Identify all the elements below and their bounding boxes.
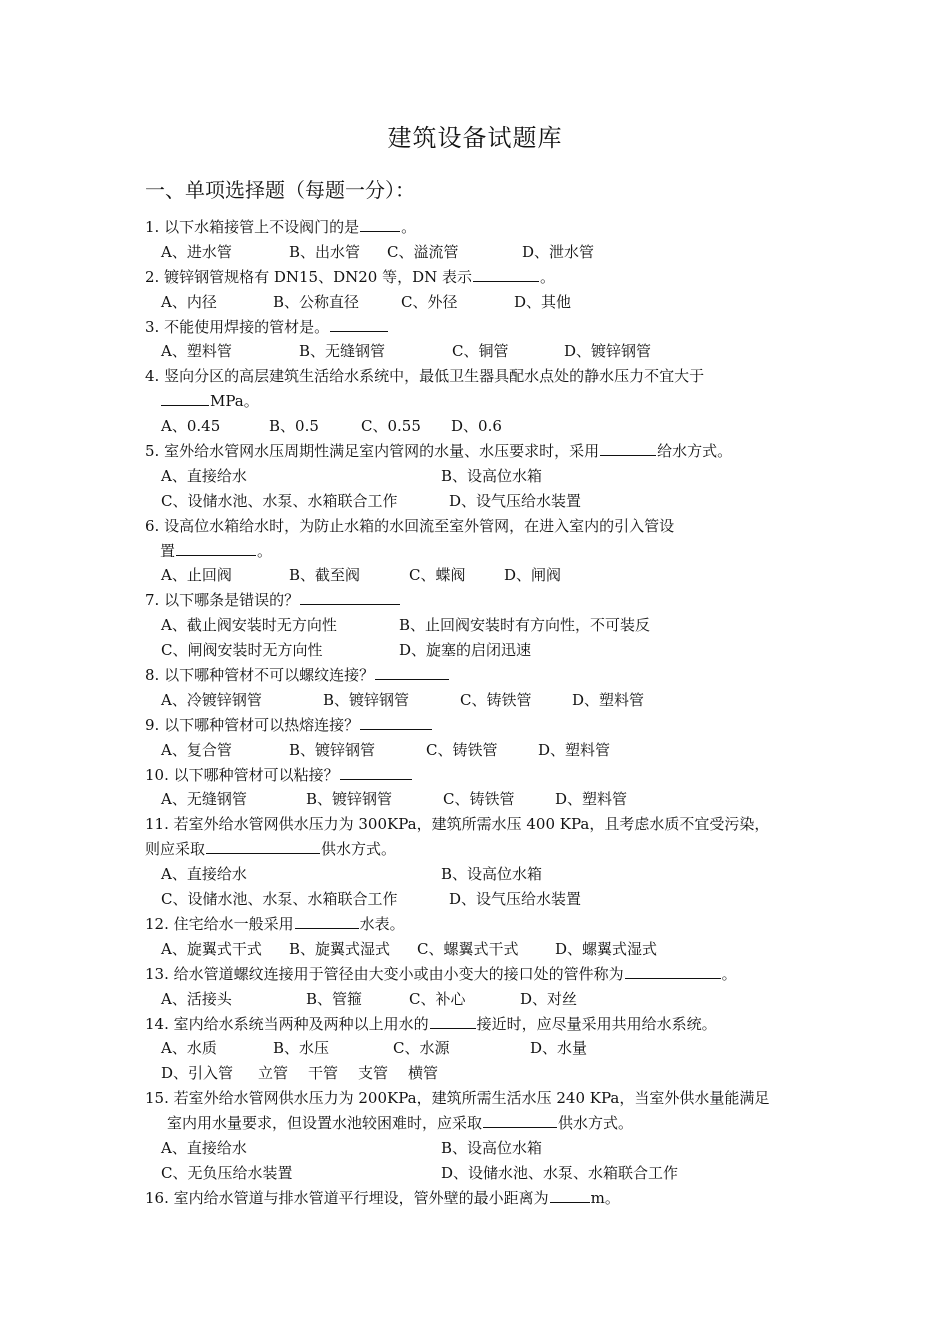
answer-blank bbox=[176, 540, 256, 556]
question-14: 14. 室内给水系统当两种及两种以上用水的 接近时，应尽量采用共用给水系统。 bbox=[145, 1014, 717, 1033]
option-d: D、塑料管 bbox=[572, 690, 645, 709]
section-heading: 一、单项选择题（每题一分）： bbox=[145, 178, 415, 202]
option-a: A、无缝钢管 bbox=[161, 790, 247, 809]
option-d: D、设气压给水装置 bbox=[449, 890, 582, 909]
question-13: 13. 给水管道螺纹连接用于管径由大变小或由小变大的接口处的管件称为 。 bbox=[145, 964, 737, 983]
option-b: B、镀锌钢管 bbox=[289, 740, 376, 759]
option-c: C、设储水池、水泵、水箱联合工作 bbox=[161, 491, 398, 510]
option-d: D、泄水管 bbox=[522, 242, 595, 261]
options-11b bbox=[145, 887, 815, 912]
option-a: A、复合管 bbox=[161, 740, 232, 759]
option-c: C、无负压给水装置 bbox=[161, 1163, 293, 1182]
answer-blank bbox=[375, 664, 449, 680]
question-2: 2. 镀锌钢管规格有 DN15、DN20 等，DN 表示 。 bbox=[145, 267, 556, 286]
question-list bbox=[145, 215, 815, 1211]
option-b: B、设高位水箱 bbox=[441, 1138, 543, 1157]
option-d: D、旋塞的启闭迅速 bbox=[399, 641, 532, 660]
answer-blank bbox=[161, 390, 209, 406]
option-c: C、外径 bbox=[401, 292, 458, 311]
answer-blank bbox=[360, 216, 400, 232]
option-a: A、进水管 bbox=[161, 242, 232, 261]
option-c: C、铸铁管 bbox=[460, 690, 532, 709]
option-c: C、溢流管 bbox=[387, 242, 459, 261]
option-d: D、其他 bbox=[514, 292, 572, 311]
question-16: 16. 室内给水管道与排水管道平行埋设，管外壁的最小距离为 m。 bbox=[145, 1188, 620, 1207]
option-c: C、水源 bbox=[393, 1039, 450, 1058]
answer-blank bbox=[473, 266, 539, 282]
question-11: 11. 若室外给水管网供水压力为 300KPa，建筑所需水压 400 KPa，且考虑水质不宜受污染， bbox=[145, 815, 770, 834]
document-title: 建筑设备试题库 bbox=[387, 124, 563, 152]
question-6: 6. 设高位水箱给水时，为防止水箱的水回流至室外管网，在进入室内的引入管设 bbox=[145, 516, 675, 535]
question-4: 4. 竖向分区的高层建筑生活给水系统中，最低卫生器具配水点处的静水压力不宜大于 bbox=[145, 367, 705, 386]
option-d-item: 立管 bbox=[258, 1064, 289, 1083]
options-13 bbox=[145, 987, 815, 1012]
question-8: 8. 以下哪种管材不可以螺纹连接？ bbox=[145, 663, 815, 688]
options-3 bbox=[145, 339, 815, 364]
question-15: 15. 若室外给水管网供水压力为 200KPa，建筑所需生活水压 240 KPa，当室外供水量能满足 bbox=[145, 1089, 770, 1108]
option-b: B、公称直径 bbox=[273, 292, 360, 311]
answer-blank bbox=[600, 440, 656, 456]
answer-blank bbox=[206, 838, 320, 854]
answer-blank bbox=[295, 913, 359, 929]
option-c: C、蝶阀 bbox=[409, 566, 466, 585]
option-d-item: 支管 bbox=[358, 1064, 389, 1083]
option-d: D、对丝 bbox=[520, 989, 578, 1008]
question-6-continued: 置 。 bbox=[160, 541, 273, 560]
option-a: A、塑料管 bbox=[161, 342, 232, 361]
option-b: B、出水管 bbox=[289, 242, 361, 261]
answer-blank bbox=[330, 316, 388, 332]
option-b: B、设高位水箱 bbox=[441, 466, 543, 485]
option-d: D、水量 bbox=[530, 1039, 588, 1058]
option-b: B、截至阀 bbox=[289, 566, 361, 585]
answer-blank bbox=[430, 1013, 476, 1029]
option-a: A、直接给水 bbox=[161, 865, 247, 884]
options-5a bbox=[145, 464, 815, 489]
option-d: D、设储水池、水泵、水箱联合工作 bbox=[441, 1163, 679, 1182]
question-10: 10. 以下哪种管材可以粘接？ bbox=[145, 763, 815, 788]
option-a: A、水质 bbox=[161, 1039, 217, 1058]
answer-blank bbox=[483, 1112, 557, 1128]
option-a: A、冷镀锌钢管 bbox=[161, 690, 262, 709]
options-8 bbox=[145, 688, 815, 713]
option-d: D、塑料管 bbox=[555, 790, 628, 809]
answer-blank bbox=[360, 714, 432, 730]
option-b: B、无缝钢管 bbox=[299, 342, 386, 361]
option-b: B、镀锌钢管 bbox=[306, 790, 393, 809]
option-b: B、旋翼式湿式 bbox=[289, 939, 391, 958]
option-d: D、闸阀 bbox=[504, 566, 562, 585]
option-b: B、止回阀安装时有方向性，不可装反 bbox=[399, 616, 651, 635]
question-1: 1. 以下水箱接管上不设阀门的是 。 bbox=[145, 218, 417, 236]
options-4 bbox=[145, 414, 815, 439]
option-b: B、水压 bbox=[273, 1039, 330, 1058]
option-a: A、内径 bbox=[161, 292, 217, 311]
answer-blank bbox=[340, 764, 412, 780]
option-d-item: 干管 bbox=[308, 1064, 339, 1083]
option-c: C、补心 bbox=[409, 989, 466, 1008]
options-2 bbox=[145, 290, 815, 315]
question-12: 12. 住宅给水一般采用 水表。 bbox=[145, 914, 405, 933]
options-12 bbox=[145, 937, 815, 962]
option-a: A、0.45 bbox=[161, 417, 221, 436]
question-3: 3. 不能使用焊接的管材是。 bbox=[145, 315, 815, 340]
options-10 bbox=[145, 787, 815, 812]
options-7a bbox=[145, 613, 815, 638]
option-d: D、螺翼式湿式 bbox=[555, 939, 658, 958]
option-c: C、铜管 bbox=[452, 342, 509, 361]
option-a: A、直接给水 bbox=[161, 1138, 247, 1157]
options-15b bbox=[145, 1161, 815, 1186]
option-b: B、0.5 bbox=[269, 417, 319, 436]
options-6 bbox=[145, 563, 815, 588]
option-a: A、截止阀安装时无方向性 bbox=[161, 616, 337, 635]
options-11a bbox=[145, 862, 815, 887]
answer-blank bbox=[300, 589, 400, 605]
option-d-item: 横管 bbox=[408, 1064, 439, 1083]
option-a: A、旋翼式干式 bbox=[161, 939, 262, 958]
option-c: C、铸铁管 bbox=[426, 740, 498, 759]
options-14b bbox=[145, 1061, 815, 1086]
option-c: C、设储水池、水泵、水箱联合工作 bbox=[161, 890, 398, 909]
options-7b bbox=[145, 638, 815, 663]
option-d: D、0.6 bbox=[451, 417, 502, 436]
option-d-item: D、引入管 bbox=[161, 1064, 234, 1083]
question-11-continued: 则应采取 供水方式。 bbox=[145, 840, 397, 859]
question-7: 7. 以下哪条是错误的？ bbox=[145, 588, 815, 613]
option-c: C、闸阀安装时无方向性 bbox=[161, 641, 323, 660]
option-a: A、活接头 bbox=[161, 989, 232, 1008]
question-9: 9. 以下哪种管材可以热熔连接？ bbox=[145, 713, 815, 738]
option-c: C、螺翼式干式 bbox=[417, 939, 519, 958]
option-c: C、铸铁管 bbox=[443, 790, 515, 809]
option-d: D、镀锌钢管 bbox=[564, 342, 652, 361]
question-15-continued: 室内用水量要求，但设置水池较困难时，应采取 供水方式。 bbox=[167, 1114, 634, 1133]
options-15a bbox=[145, 1136, 815, 1161]
option-c: C、0.55 bbox=[361, 417, 421, 436]
options-9 bbox=[145, 738, 815, 763]
options-1 bbox=[145, 240, 815, 265]
option-b: B、管箍 bbox=[306, 989, 363, 1008]
options-14a bbox=[145, 1036, 815, 1061]
option-d: D、塑料管 bbox=[538, 740, 611, 759]
option-b: B、设高位水箱 bbox=[441, 865, 543, 884]
option-b: B、镀锌钢管 bbox=[323, 690, 410, 709]
option-a: A、直接给水 bbox=[161, 466, 247, 485]
answer-blank bbox=[625, 963, 721, 979]
question-5: 5. 室外给水管网水压周期性满足室内管网的水量、水压要求时，采用 给水方式。 bbox=[145, 442, 733, 461]
option-d: D、设气压给水装置 bbox=[449, 491, 582, 510]
option-a: A、止回阀 bbox=[161, 566, 232, 585]
options-5b bbox=[145, 489, 815, 514]
question-4-continued: MPa。 bbox=[145, 389, 815, 414]
answer-blank bbox=[550, 1187, 590, 1203]
